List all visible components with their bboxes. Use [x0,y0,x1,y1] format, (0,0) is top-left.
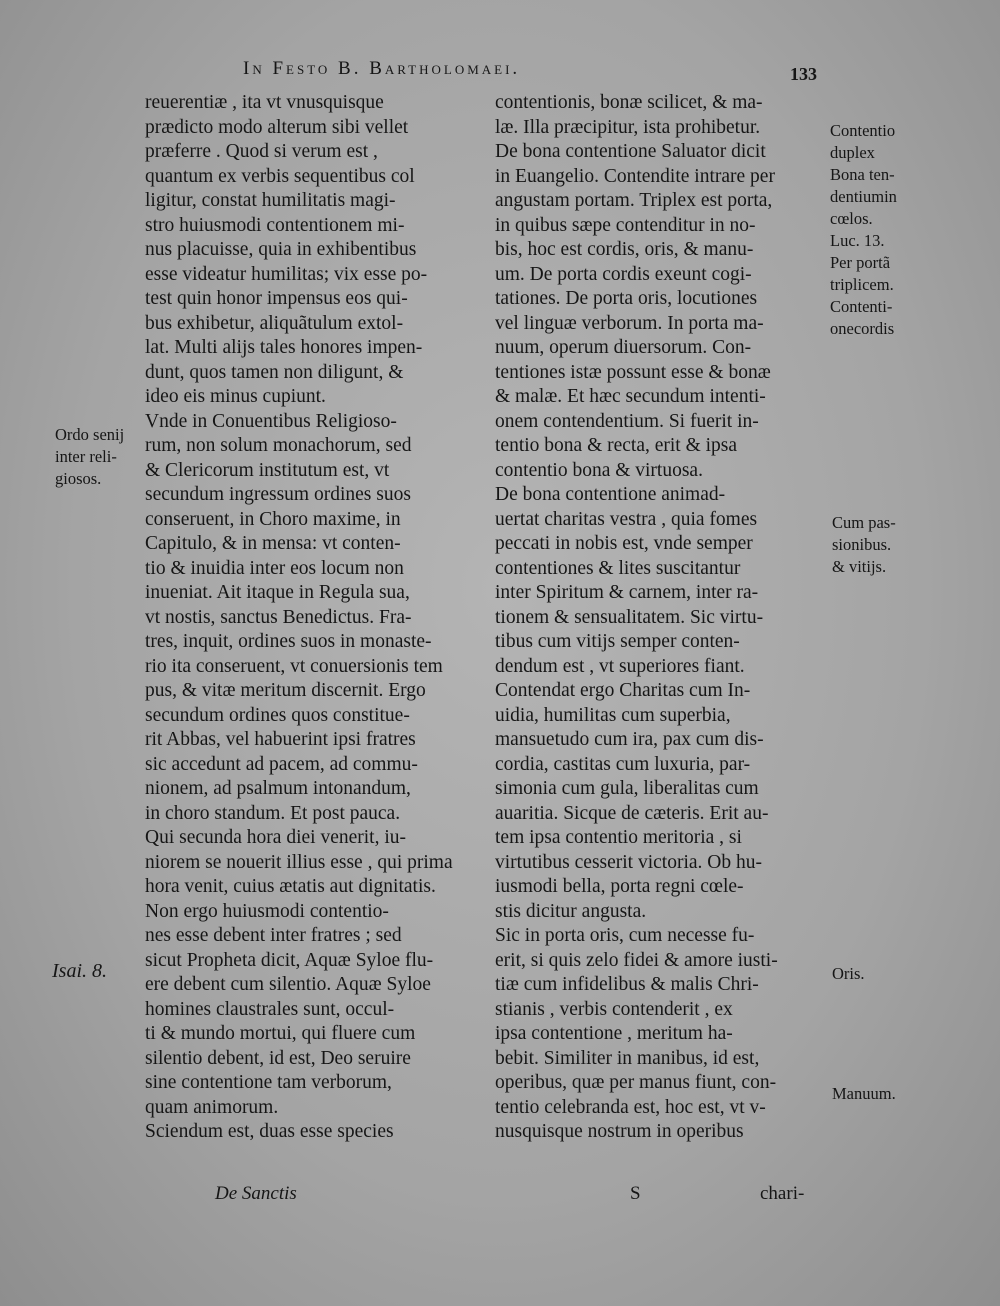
margin-note-line: Ordo senij [55,425,125,444]
text-line: vt nostis, sanctus Benedictus. Fra- [145,606,412,628]
running-title: In Festo B. Bartholomaei. [243,58,521,79]
text-line: angustam portam. Triplex est porta, [495,190,773,211]
margin-note-line: dentiumin [830,187,897,206]
text-line: auaritia. Sicque de cæteris. Erit au- [495,802,769,824]
text-line: lat. Multi alijs tales honores impen- [145,337,423,358]
text-line: mansuetudo cum ira, pax cum dis- [495,729,764,750]
margin-note-ordo-senij [55,424,124,490]
text-line: rum, non solum monachorum, sed [145,435,412,456]
text-line: ideo eis minus cupiunt. [145,386,326,407]
left-text-column [145,91,477,1145]
text-line: tionem & sensualitatem. Sic virtu- [495,606,764,628]
text-line: sine contentione tam verborum, [145,1072,392,1093]
text-line: tres, inquit, ordines suos in monaste- [145,631,432,652]
margin-note-line: giosos. [55,469,102,488]
text-line: operibus, quæ per manus fiunt, con- [495,1072,777,1093]
margin-note-line: triplicem. [830,275,894,294]
margin-note-line: Oris. [832,964,865,983]
text-line: dendum est , vt superiores fiant. [495,655,745,677]
text-line: stro huiusmodi contentionem mi- [145,214,405,236]
text-line: Contendat ergo Charitas cum In- [495,680,751,701]
margin-note-line: Contentio [830,121,896,140]
margin-note-line: onecordis [830,319,895,338]
text-line: tationes. De porta oris, locutiones [495,288,758,309]
text-line: conseruent, in Choro maxime, in [145,508,401,530]
text-line: in Euangelio. Contendite intrare per [495,165,775,187]
margin-note-line: cœlos. [830,209,873,228]
text-line: uidia, humilitas cum superbia, [495,704,731,726]
text-line: nus placuisse, quia in exhibentibus [145,239,417,260]
text-line: tentio celebranda est, hoc est, vt v- [495,1096,766,1118]
text-line: pus, & vitæ meritum discernit. Ergo [145,680,426,701]
text-line: sicut Propheta dicit, Aquæ Syloe flu- [145,949,434,971]
margin-note-line: & vitijs. [832,557,887,576]
margin-note-contentio-duplex [830,120,897,340]
text-line: iusmodi bella, porta regni cœle- [495,876,744,897]
margin-note-line: Cum pas- [832,513,896,532]
page-number: 133 [790,64,817,84]
text-line: præferre . Quod si verum est , [145,141,378,162]
text-line: nes esse debent inter fratres ; sed [145,925,402,946]
text-line: contentio bona & virtuosa. [495,459,703,481]
text-line: ipsa contentione , meritum ha- [495,1023,733,1044]
text-line: nusquisque nostrum in operibus [495,1121,744,1142]
text-line: tentiones istæ possunt esse & bonæ [495,361,771,383]
text-line: ere debent cum silentio. Aquæ Syloe [145,974,431,995]
text-line: inueniat. Ait itaque in Regula sua, [145,582,410,603]
text-line: vel linguæ verborum. In porta ma- [495,312,764,334]
margin-note-isaiah [52,960,107,982]
margin-note-line: Bona ten- [830,165,895,184]
text-line: test quin honor impensus eos qui- [145,288,408,309]
right-text-column [495,91,823,1145]
text-line: cordia, castitas cum luxuria, par- [495,753,751,775]
text-line: in choro standum. Et post pauca. [145,802,401,824]
margin-note-line: sionibus. [832,535,892,554]
text-line: virtutibus cesserit victoria. Ob hu- [495,851,762,873]
text-line: tibus cum vitijs semper conten- [495,631,740,652]
margin-note-line: Isai. 8. [52,960,107,982]
text-line: nionem, ad psalmum intonandum, [145,778,411,799]
text-line: Capitulo, & in mensa: vt conten- [145,533,401,554]
text-line: ligitur, constat humilitatis magi- [145,190,396,211]
text-line: secundum ingressum ordines suos [145,484,411,505]
text-line: reuerentiæ , ita vt vnusquisque [145,92,384,113]
text-line: sic accedunt ad pacem, ad commu- [145,753,418,775]
text-line: dunt, quos tamen non diligunt, & [145,361,404,383]
text-line: quam animorum. [145,1096,279,1118]
text-line: tiæ cum infidelibus & malis Chri- [495,974,759,995]
text-line: inter Spiritum & carnem, inter ra- [495,582,759,603]
text-line: contentiones & lites suscitantur [495,557,741,579]
text-line: bebit. Similiter in manibus, id est, [495,1047,760,1069]
text-line: bis, hoc est cordis, oris, & manu- [495,239,754,260]
text-line: Sciendum est, duas esse species [145,1121,394,1142]
text-line: niorem se nouerit illius esse , qui prima [145,851,453,873]
text-line: læ. Illa præcipitur, ista prohibetur. [495,116,761,138]
text-line: in quibus sæpe contenditur in no- [495,214,756,236]
text-line: Vnde in Conuentibus Religioso- [145,410,397,432]
text-line: peccati in nobis est, vnde semper [495,533,753,554]
text-line: Sic in porta oris, cum necesse fu- [495,925,755,946]
text-line: hora venit, cuius ætatis aut dignitatis. [145,876,436,897]
text-line: tio & inuidia inter eos locum non [145,557,404,579]
text-line: uertat charitas vestra , quia fomes [495,508,758,530]
text-line: erit, si quis zelo fidei & amore iusti- [495,949,778,971]
text-line: homines claustrales sunt, occul- [145,998,395,1020]
margin-note-line: inter reli- [55,447,117,466]
text-line: prædicto modo alterum sibi vellet [145,116,409,138]
text-line: & malæ. Et hæc secundum intenti- [495,386,766,407]
margin-note-manuum [832,1083,896,1105]
text-line: & Clericorum institutum est, vt [145,459,390,481]
text-line: silentio debent, id est, Deo seruire [145,1047,411,1069]
margin-note-line: duplex [830,143,875,162]
text-line: rit Abbas, vel habuerint ipsi fratres [145,729,416,750]
margin-note-line: Per portã [830,253,891,272]
text-line: esse videatur humilitas; vix esse po- [145,263,428,285]
text-line: contentionis, bonæ scilicet, & ma- [495,92,763,113]
text-line: stis dicitur angusta. [495,900,647,922]
text-line: stianis , verbis contenderit , ex [495,998,733,1020]
margin-note-oris [832,963,865,985]
margin-note-line: Luc. 13. [830,231,885,250]
text-line: De bona contentione Saluator dicit [495,141,766,162]
margin-note-cum-passionibus [832,512,896,578]
text-line: um. De porta cordis exeunt cogi- [495,263,752,285]
text-line: simonia cum gula, liberalitas cum [495,778,759,799]
text-line: ti & mundo mortui, qui fluere cum [145,1023,416,1044]
signature-title: De Sanctis [215,1183,297,1204]
text-line: Non ergo huiusmodi contentio- [145,900,389,922]
signature-mark: S [630,1183,641,1204]
text-line: onem contendentium. Si fuerit in- [495,410,759,432]
text-line: nuum, operum diuersorum. Con- [495,337,752,358]
catchword: chari- [760,1183,805,1204]
text-line: De bona contentione animad- [495,484,726,505]
text-line: Qui secunda hora diei venerit, iu- [145,827,406,848]
text-line: quantum ex verbis sequentibus col [145,165,415,187]
text-line: tentio bona & recta, erit & ipsa [495,435,738,456]
margin-note-line: Contenti- [830,297,893,316]
text-line: secundum ordines quos constitue- [145,704,410,726]
margin-note-line: Manuum. [832,1084,896,1103]
text-line: bus exhibetur, aliquãtulum extol- [145,312,404,334]
text-line: rio ita conseruent, vt conuersionis tem [145,655,443,677]
text-line: tem ipsa contentio meritoria , si [495,827,742,848]
